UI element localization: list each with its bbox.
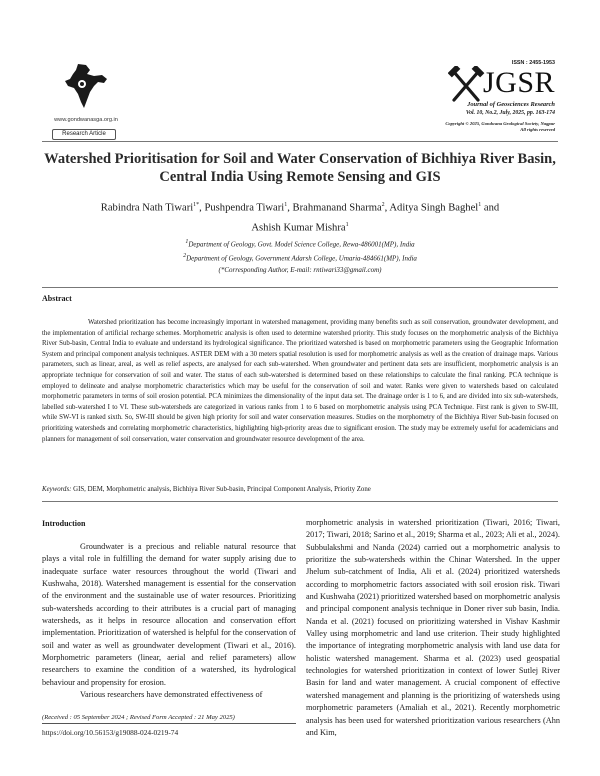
body-column-left [42,541,296,701]
abstract-divider [42,501,558,502]
affil-sup: 2 [183,252,187,259]
abstract-text: Watershed prioritization has become increasingly important in watershed management, providing many benefits such as soil conservation, groundwater development, and the implementation of artificial recharge schemes. Morphometric analysis is often used to determine watershed priority. This study focuses on the morphometric analysis of the Bichhiya River Sub-basin, Central India to evaluate and understand its hydrological significance. The prioritized watershed is based on morphometric parameters using the Geographic Information System and principal component analysis techniques. ASTER DEM with a 30 meters spatial resolution is used for morphometric analysis as well as the creation of drainage maps. Various parameters, such as linear, areal, as well as relief aspects, are analysed for each sub-watershed. When groundwater and pertinent data sets are insufficient, morphometric analysis is an appropriate technique for conservation of soil and water. The status of each sub-watershed is determined based on these relationships to calculate the final ranking. PCA technique is employed to delineate and analyse morphometric characteristics which may be useful for the conservation of soil and water. Ranks were given to watersheds based on calculated morphometric parameters in terms of soil erosion potential. PCA minimizes the dimensionality of the input data set. The drainage order is 1 to 6, and are divided into six sub-watersheds, labelled sub-watershed I to VI. These sub-watersheds are categorized in various ranks from 1 to 6 based on morphometric analysis using PCA Technique. First rank is given to SW-III, while SW-VI is ranked sixth. So, SW-III should be given high priority for soil and water conservation measures. Studies on the morphometry of the Bichhiya River Sub-basin focused on prioritizing watersheds and correlating morphometric characteristics, highlighting high-priority areas due to significant erosion. The study may be extremely useful for academicians and planners for management of soil conservation, water conservation and groundwater resource development of the area. [42,319,558,443]
article-type-badge: Research Article [52,129,116,140]
body-column-right [306,517,560,739]
author-sup: 1 [345,221,349,228]
paper-title: Watershed Prioritisation for Soil and Water Conservation of Bichhiya River Basin, Central India Using Remote Sensing and GIS [44,151,556,185]
corresponding-author: (*Corresponding Author, E-mail: rntiwari33@gmail.com) [218,265,382,274]
affiliation-2: Department of Geology, Government Adarsh College, Umaria-484661(MP), India [186,254,417,263]
affil-sup: 1 [185,239,189,245]
keywords-list: GIS, DEM, Morphometric analysis, Bichhiya River Sub-basin, Principal Component Analysis, Priority Zone [73,486,371,493]
keywords [42,486,558,493]
intro-paragraph-2: Various researchers have demonstrated effectiveness of [80,690,263,700]
abstract-heading: Abstract [42,294,72,303]
journal-full-name: Journal of Geosciences Research [467,101,555,108]
author-list: Rabindra Nath Tiwari$^{1*}$, Pushpendra Tiwari$^1$, Brahmanand Sharma$^2$, Aditya Singh Baghel$^1$ and Ashish Kumar Mishra$^1$ [100,202,500,234]
author-name: Aditya Singh Baghel [389,202,479,214]
author-name: Brahmanand Sharma [292,202,382,214]
affiliation-1: Department of Geology, Govt. Model Science College, Rewa-486001(MP), India [188,240,415,249]
keywords-label: Keywords: [42,486,72,493]
copyright: Copyright © 2025, Gondwana Geological Society, Nagpur [445,121,555,126]
site-url[interactable]: www.gondwanasga.org.in [54,117,118,123]
author-sup: 2 [381,202,385,208]
author-name: Rabindra Nath Tiwari [100,202,194,214]
author-sup: 1 [284,202,288,208]
received-dates: (Received : 05 September 2024 ; Revised Form Accepted : 21 May 2025) [42,714,235,721]
issn: ISSN : 2455-1953 [511,60,555,66]
journal-short-name: JGSR [483,66,556,99]
author-conjunction: and [483,202,500,214]
introduction-heading: Introduction [42,519,86,528]
intro-paragraph-1: Groundwater is a precious and reliable natural resource that plays a vital role in fulfilling the demand for water supply arising due to inadequate surface water resources throughout the world (Tiwari and Kushwaha, 2018). Watershed management is essential for the conservation of the environment and the sustainable use of water resources. Prioritizing sub-watersheds according to their attributes is a crucial part of managing watersheds, as it helps in resource allocation and conservation effort implementation. Prioritization of watershed is helpful for the conservation of soil and water as well as groundwater development (Tiwari et al., 2016). Morphometric parameters (linear, aerial and relief parameters) allow researchers to examine the condition of a watershed, its hydrological behaviour and propensity for erosion. [42,542,296,687]
volume-info: Vol. 10, No.2, July, 2025, pp. 163-174 [465,110,555,116]
rights-statement: All rights reserved [520,127,555,132]
doi-link[interactable]: https://doi.org/10.56153/g19088-024-0219-74 [42,728,179,737]
author-sup: 1 [478,202,482,208]
title-divider [42,287,558,288]
author-sup: 1* [193,202,200,208]
india-map-logo [60,62,110,112]
affiliations [42,237,558,276]
author-name: Ashish Kumar Mishra [251,222,346,234]
author-name: Pushpendra Tiwari [204,202,285,214]
intro-paragraph-col2: morphometric analysis in watershed prioritization (Tiwari, 2016; Tiwari, 2017; Tiwari, 2018; Sarino et al., 2019; Sharma et al., 2023; Ali et al., 2024). Subbulakshmi and Nanda (2024) carried out a morphometric analysis to prioritize the sub-watersheds within the Chinar Watershed. In the upper Jhelum sub-catchment of India, Ali et al. (2024) prioritized watersheds according to morphometric factors associated with soil erosion risk. Tiwari and Kushwaha (2021) prioritized watershed based on morphometric analysis and principal component analysis technique in Doner river sub basin, India. Nanda et al. (2021) focused on prioritizing watershed in Vishav Kashmir Valley using morphometric and land use criterion. Their study highlighted the importance of integrating morphometric analysis with land use data for holistic watershed management. Sharma et al. (2023) used geospatial technologies for watershed prioritization in context of lower Sutlej River Basin for land and water management. A crucial component of effective watershed management and planning is the prioritizing of watersheds using morphometric parameters (Amaliah et al., 2021). Recently morphometric analysis has been used for watershed prioritization various researchers (Ahn and Kim, [306,518,560,737]
footer-divider [42,723,296,724]
header-divider [42,141,558,142]
